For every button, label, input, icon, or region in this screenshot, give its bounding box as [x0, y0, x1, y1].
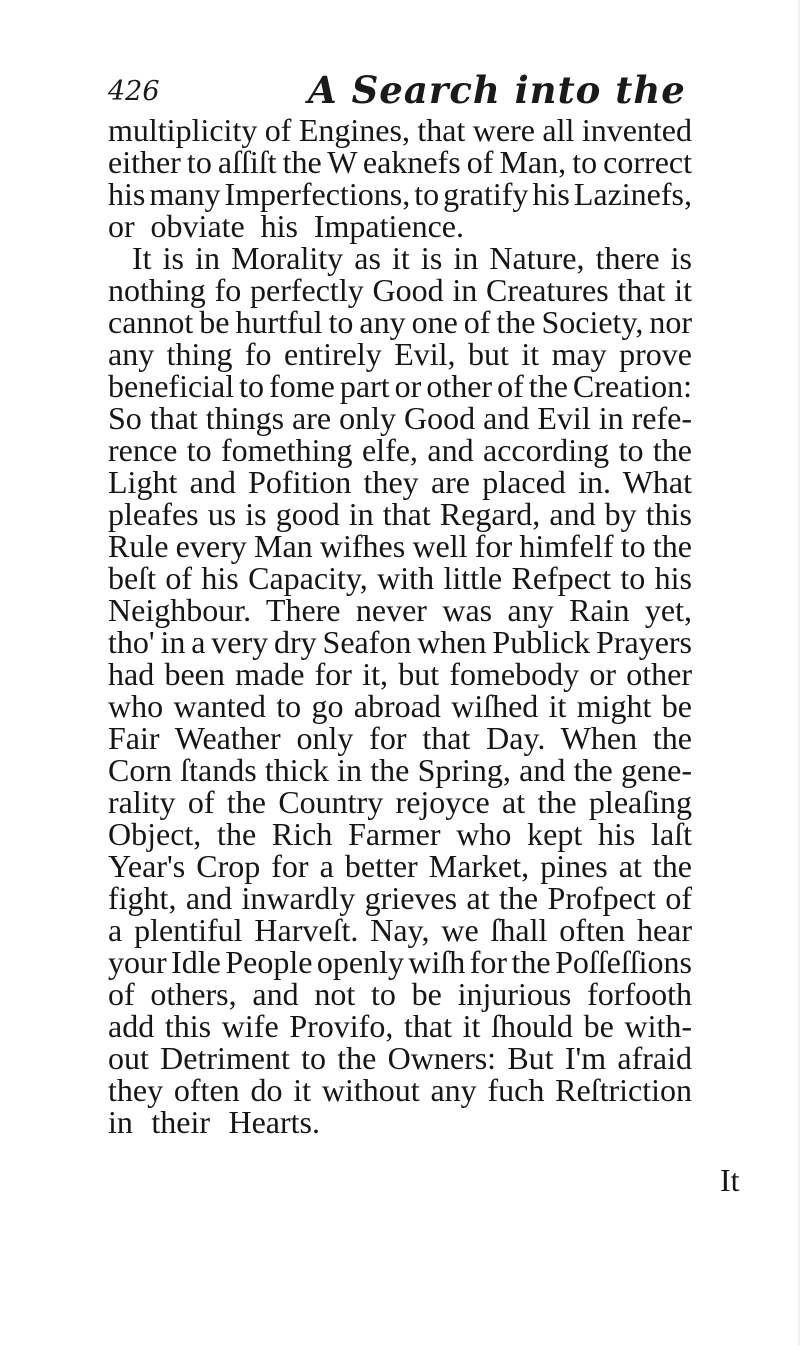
text-line: Year's Crop for a better Market, pines at the: [108, 848, 692, 884]
text-line: fight, and inwardly grieves at the Profpect of: [108, 880, 692, 916]
text-line: of others, and not to be injurious forfooth: [108, 976, 692, 1012]
text-line: they often do it without any fuch Reſtriction: [108, 1072, 692, 1108]
running-head: A Search into the: [308, 68, 686, 112]
text-line: rality of the Country rejoyce at the pleaſing: [108, 784, 692, 820]
page-header: [108, 68, 686, 116]
text-line: pleafes us is good in that Regard, and by this: [108, 496, 692, 532]
text-line: It is in Morality as it is in Nature, there is: [132, 240, 692, 276]
text-line: multiplicity of Engines, that were all invented: [108, 112, 692, 148]
text-line: cannot be hurtful to any one of the Society, nor: [108, 304, 692, 340]
text-line: any thing fo entirely Evil, but it may prove: [108, 336, 692, 372]
text-line: beneficial to fome part or other of the Creation:: [108, 368, 692, 404]
text-line: nothing fo perfectly Good in Creatures that it: [108, 272, 692, 308]
text-line: his many Imperfections, to gratify his Lazinefs,: [108, 176, 692, 212]
text-line: Light and Pofition they are placed in. What: [108, 464, 692, 500]
text-line: tho' in a very dry Seafon when Publick Prayers: [108, 624, 692, 660]
text-line: Object, the Rich Farmer who kept his laſt: [108, 816, 692, 852]
text-line: Rule every Man wifhes well for himfelf to the: [108, 528, 692, 564]
text-line: who wanted to go abroad wiſhed it might be: [108, 688, 692, 724]
text-line: rence to fomething elfe, and according to the: [108, 432, 692, 468]
text-line: out Detriment to the Owners: But I'm afraid: [108, 1040, 692, 1076]
catchword: It: [720, 1162, 740, 1198]
page-number: 426: [108, 76, 160, 107]
text-line: beſt of his Capacity, with little Refpect to his: [108, 560, 692, 596]
text-line: either to aſſiſt the W eaknefs of Man, to correct: [108, 144, 692, 180]
text-line: in their Hearts.: [108, 1104, 320, 1140]
text-line: your Idle People openly wiſh for the Poſſeſſions: [108, 944, 692, 980]
text-line: Fair Weather only for that Day. When the: [108, 720, 692, 756]
text-line: So that things are only Good and Evil in refe-: [108, 400, 692, 436]
text-line: had been made for it, but fomebody or other: [108, 656, 692, 692]
text-line: add this wife Provifo, that it ſhould be with-: [108, 1008, 692, 1044]
text-line: a plentiful Harveſt. Nay, we ſhall often hear: [108, 912, 692, 948]
text-line: Corn ſtands thick in the Spring, and the gene-: [108, 752, 692, 788]
text-line: Neighbour. There never was any Rain yet,: [108, 592, 692, 628]
text-line: or obviate his Impatience.: [108, 208, 464, 244]
